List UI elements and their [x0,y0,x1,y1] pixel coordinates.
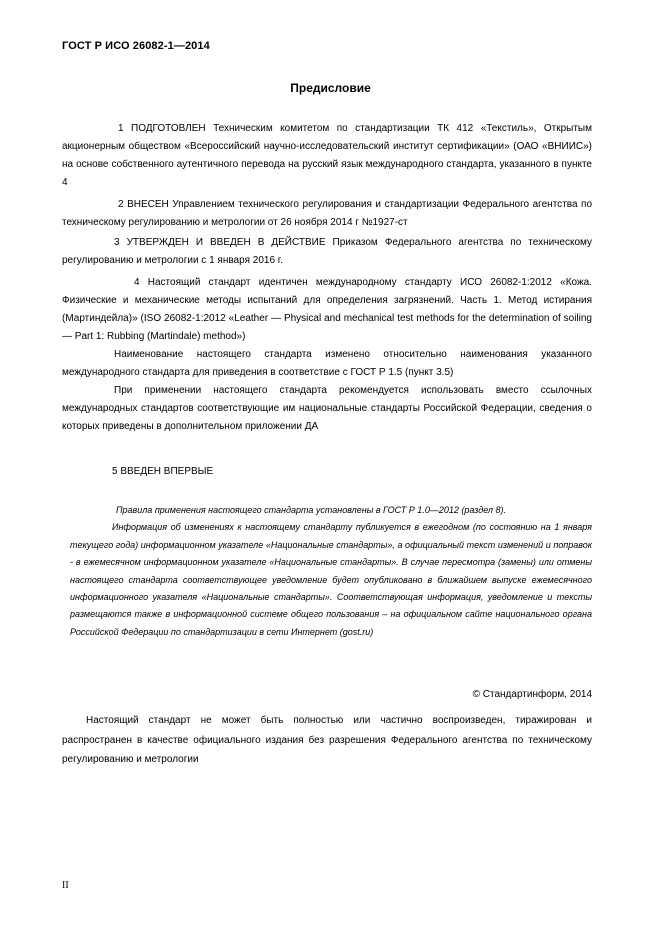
paragraph-first-introduced: 5 ВВЕДЕН ВПЕРВЫЕ [112,466,214,477]
paragraph-name-changed: Наименование настоящего стандарта изменено относительно наименования указанного международного стандарта для приведения в соответствие с ГОСТ Р 1.5 (пункт 3.5) [62,349,592,378]
notice-changes-info: Информация об изменениях к настоящему стандарту публикуется в ежегодном (по состоянию на 1 января текущего года) информационном указателе «Национальные стандарты», а официальный текст изменений и поправок - в ежемесячном информационном указателе «Национальные стандарты». В случае пересмотра (замены) или отмены настоящего стандарта соответствующее уведомление будет опубликовано в ближайшем выпуске ежемесячного информационного указателя «Национальные стандарты». Соответствующая информация, уведомление и тексты размещаются также в информационной системе общего пользования – на официальном сайте национального органа Российской Федерации по стандартизации в сети Интернет (gost.ru) [70,522,592,637]
paragraph-prepared: 1 ПОДГОТОВЛЕН Техническим комитетом по стандартизации ТК 412 «Текстиль», Открытым акционерным обществом «Всероссийский научно-исследовательский институт сертификации» (ОАО «ВНИИС») на основе собственного аутентичного перевода на русский язык международного стандарта, указанного в пункте 4 [62,123,592,188]
paragraph-references: При применении настоящего стандарта рекомендуется использовать вместо ссылочных международных стандартов соответствующие им национальные стандарты Российской Федерации, сведения о которых приведены в дополнительном приложении ДА [62,385,592,432]
document-header: ГОСТ Р ИСО 26082-1—2014 [62,40,210,52]
paragraph-identical: 4 Настоящий стандарт идентичен международному стандарту ИСО 26082-1:2012 «Кожа. Физические и механические методы испытаний для определения загрязнений. Часть 1. Метод истирания (Мартиндейла)» (ISO 26082-1:2012 «Leather — Physical and mechanical test methods for the determination of soiling — Part 1: Rubbing (Martindale) method») [62,277,592,342]
reproduction-text: Настоящий стандарт не может быть полностью или частично воспроизведен, тиражирован и распространен в качестве официального издания без разрешения Федерального агентства по техническому регулированию и метрологии [62,715,592,765]
foreword-section-2 [62,196,592,232]
notice-rules: Правила применения настоящего стандарта установлены в ГОСТ Р 1.0—2012 (раздел 8). [116,505,506,515]
reproduction-notice [62,711,592,770]
foreword-section-3 [62,234,592,270]
paragraph-submitted: 2 ВНЕСЕН Управлением технического регулирования и стандартизации Федерального агентства по техническому регулированию и метрологии от 26 ноября 2014 г №1927-ст [62,199,592,228]
foreword-section-1 [62,120,592,192]
paragraph-approved: 3 УТВЕРЖДЕН И ВВЕДЕН В ДЕЙСТВИЕ Приказом Федерального агентства по техническому регулированию и метрологии с 1 января 2016 г. [62,237,592,266]
page-title: Предисловие [290,81,371,95]
foreword-section-4 [62,274,592,436]
copyright-line: © Стандартинформ, 2014 [472,689,592,700]
page-number: II [62,880,69,891]
notice-block [70,502,592,641]
